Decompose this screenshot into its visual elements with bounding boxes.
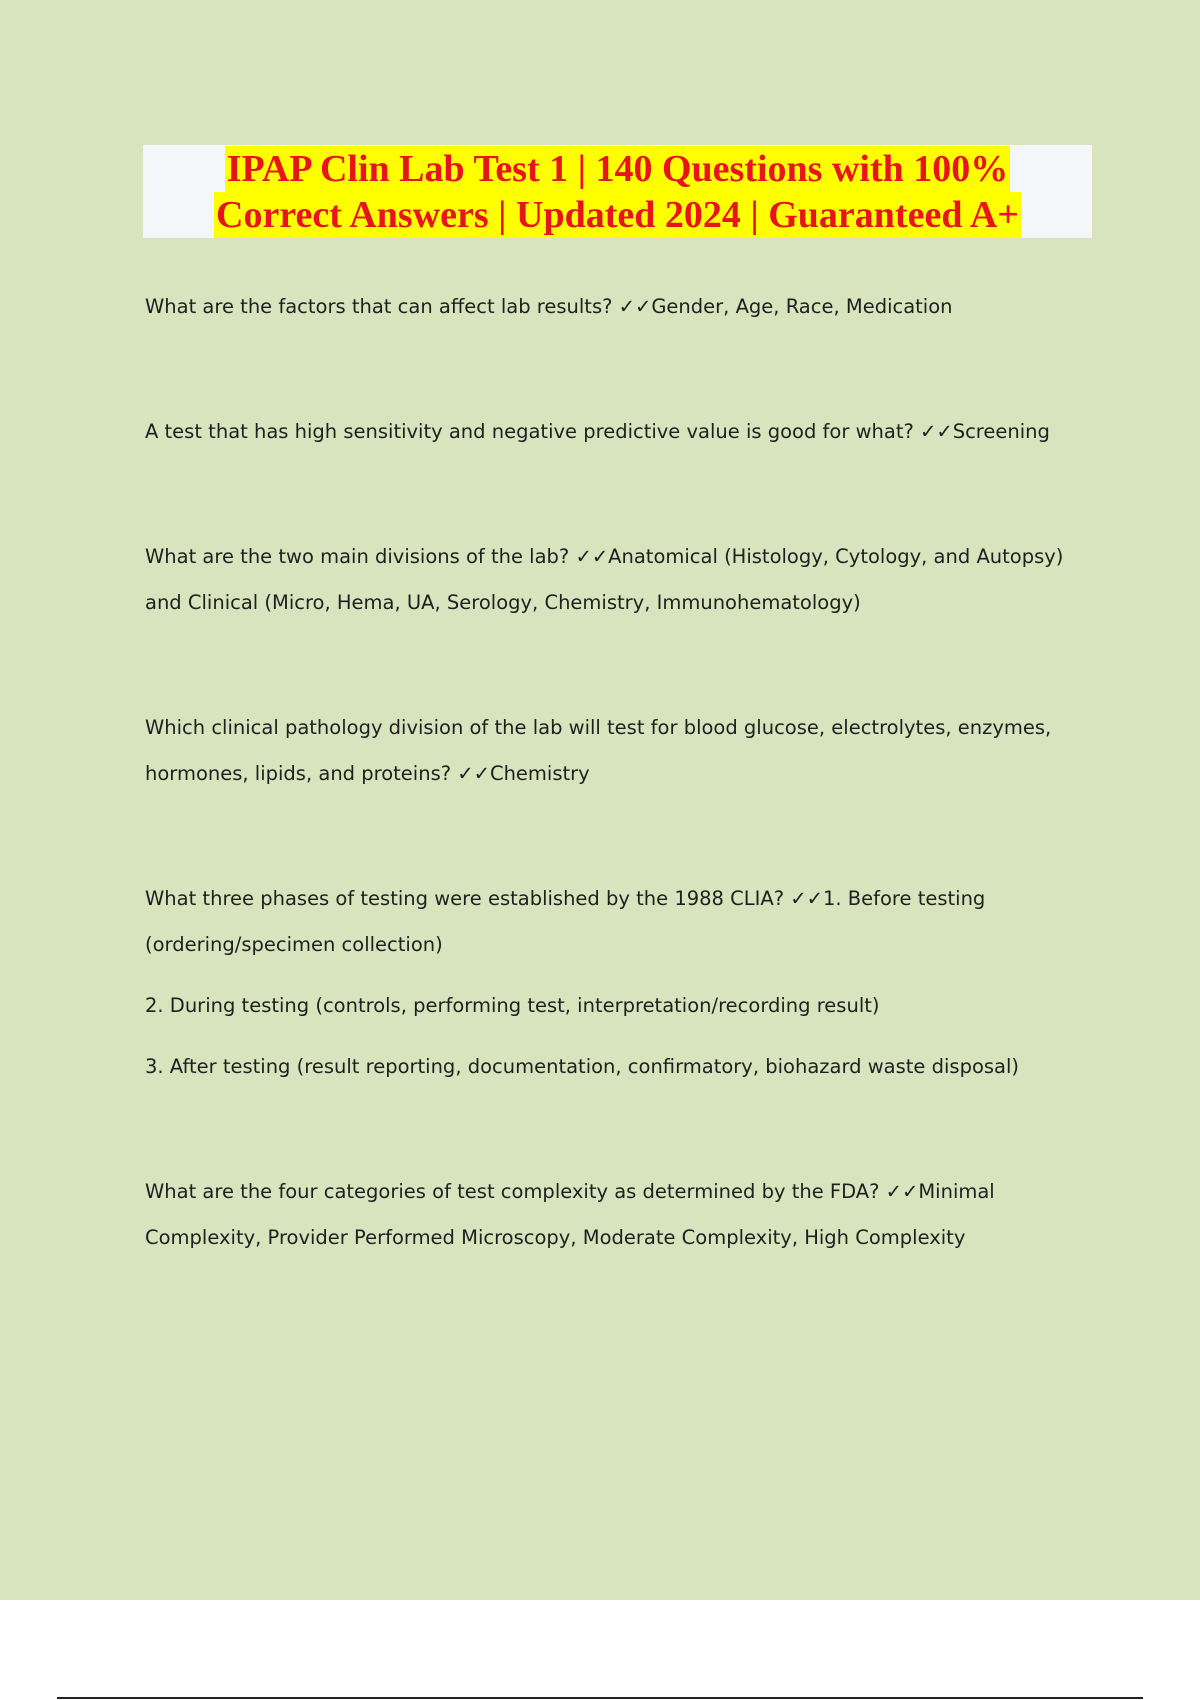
document-title-line-1: IPAP Clin Lab Test 1 | 140 Questions with 100% bbox=[226, 147, 1009, 190]
qa-text: What three phases of testing were established by the 1988 CLIA? ✓✓1. Before testing bbox=[145, 887, 986, 910]
qa-item bbox=[145, 705, 1085, 797]
qa-text: and Clinical (Micro, Hema, UA, Serology, Chemistry, Immunohematology) bbox=[145, 591, 861, 614]
qa-text: Which clinical pathology division of the lab will test for blood glucose, electrolytes, enzymes, bbox=[145, 716, 1052, 739]
qa-text: What are the four categories of test complexity as determined by the FDA? ✓✓Minimal bbox=[145, 1180, 995, 1203]
qa-item bbox=[145, 1169, 1085, 1261]
qa-text: Complexity, Provider Performed Microscopy, Moderate Complexity, High Complexity bbox=[145, 1226, 966, 1249]
qa-text: What are the two main divisions of the lab? ✓✓Anatomical (Histology, Cytology, and Autopsy) bbox=[145, 545, 1064, 568]
title-block bbox=[143, 145, 1092, 238]
footer-divider bbox=[57, 1697, 1143, 1699]
qa-text: hormones, lipids, and proteins? ✓✓Chemistry bbox=[145, 762, 590, 785]
qa-item bbox=[145, 534, 1085, 626]
qa-list bbox=[145, 284, 1085, 1261]
qa-item bbox=[145, 876, 1085, 1090]
qa-text: (ordering/specimen collection) bbox=[145, 933, 443, 956]
qa-item bbox=[145, 284, 1085, 330]
qa-text: What are the factors that can affect lab results? ✓✓Gender, Age, Race, Medication bbox=[145, 295, 953, 318]
document-title-line-2: Correct Answers | Updated 2024 | Guaranteed A+ bbox=[216, 193, 1019, 236]
qa-list-step: 2. During testing (controls, performing test, interpretation/recording result) bbox=[145, 994, 880, 1017]
qa-text: A test that has high sensitivity and negative predictive value is good for what? ✓✓Screening bbox=[145, 420, 1050, 443]
qa-list-step: 3. After testing (result reporting, documentation, confirmatory, biohazard waste disposal) bbox=[145, 1055, 1020, 1078]
qa-item bbox=[145, 409, 1085, 455]
